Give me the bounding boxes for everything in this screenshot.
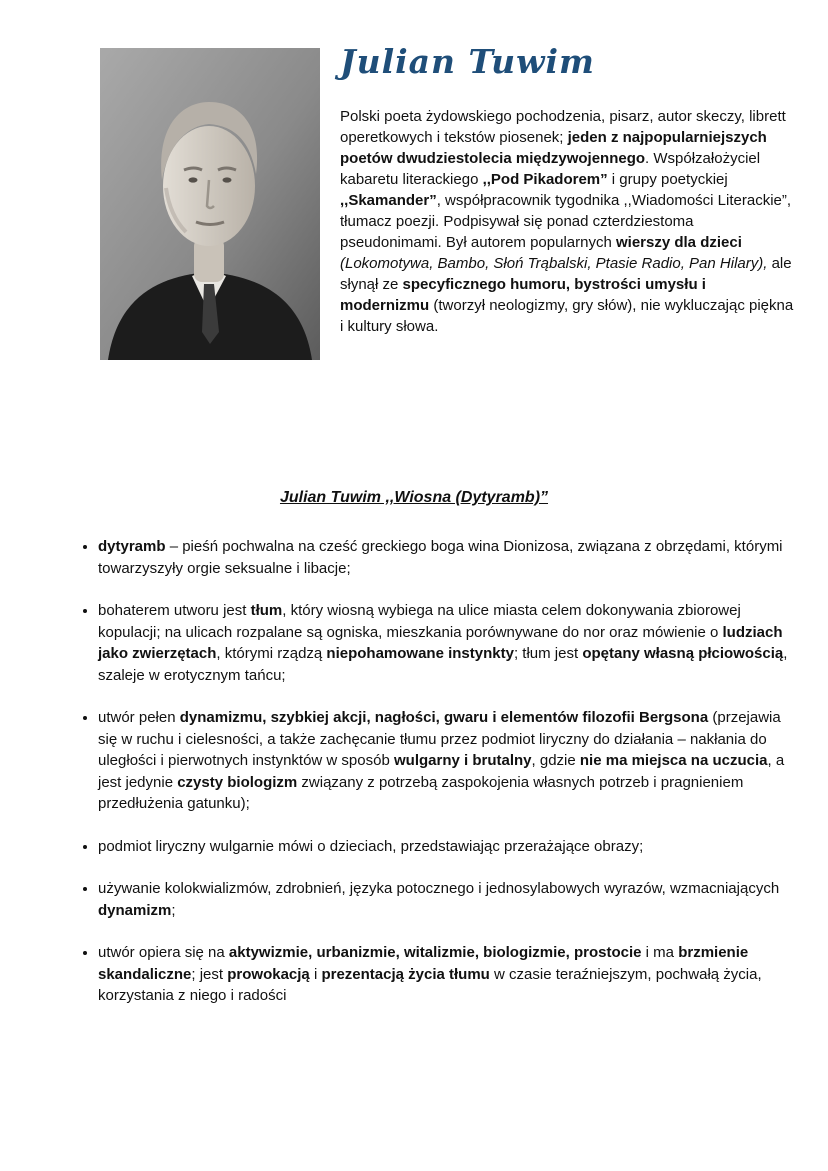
list-item: • utwór pełen dynamizmu, szybkiej akcji, nagłości, gwaru i elementów filozofii Bergsona (przejawia się w ruchu i cielesności, a także zachęcanie tłumu przez podmiot liryczny do działania – nakłania do uległości i pierwotnych instynktów w sposób wulgarny i brutalny, gdzie nie ma miejsca na uczucia, a jest jedynie czysty biologizm związany z potrzebą zaspokojenia własnych potrzeb i pragnieniem przedłużenia gatunku); xyxy=(98,707,796,815)
list-item: • używanie kolokwializmów, zdrobnień, języka potocznego i jednosylabowych wyrazów, wzmacniających dynamizm; xyxy=(98,878,796,921)
portrait-photo xyxy=(100,48,320,360)
biography-paragraph: Polski poeta żydowskiego pochodzenia, pisarz, autor skeczy, librett operetkowych i tekstów piosenek; jeden z najpopularniejszych poetów dwudziestolecia międzywojennego. Współzałożyciel kabaretu literackiego ,,Pod Pikadorem” i grupy poetyckiej ,,Skamander”, współpracownik tygodnika ,,Wiadomości Literackie”, tłumacz poezji. Podpisywał się ponad czterdziestoma pseudonimami. Był autorem popularnych wierszy dla dzieci (Lokomotywa, Bambo, Słoń Trąbalski, Ptasie Radio, Pan Hilary), ale słynął ze specyficznego humoru, bystrości umysłu i modernizmu (tworzył neologizmy, gry słów), nie wykluczając piękna i kultury słowa. xyxy=(340,108,794,336)
analysis-section xyxy=(72,536,796,1007)
analysis-list xyxy=(72,536,796,1007)
portrait-photo-graphic xyxy=(100,48,320,360)
list-item: • bohaterem utworu jest tłum, który wiosną wybiega na ulice miasta celem dokonywania zbiorowej kopulacji; na ulicach rozpalane są ogniska, mieszkania porównywane do nor oraz mówienie o ludziach jako zwierzętach, którymi rządzą niepohamowane instynkty; tłum jest opętany własną płciowością, szaleje w erotycznym tańcu; xyxy=(98,600,796,686)
section-heading: Julian Tuwim ,,Wiosna (Dytyramb)” xyxy=(279,489,549,506)
list-item: • utwór opiera się na aktywizmie, urbanizmie, witalizmie, biologizmie, prostocie i ma brzmienie skandaliczne; jest prowokacją i prezentacją życia tłumu w czasie teraźniejszym, pochwałą życia, korzystania z niego i radości xyxy=(98,942,796,1007)
list-item: • podmiot liryczny wulgarnie mówi o dzieciach, przedstawiając przerażające obrazy; xyxy=(98,836,796,858)
list-item: • dytyramb – pieśń pochwalna na cześć greckiego boga wina Dionizosa, związana z obrzędami, którymi towarzyszyły orgie seksualne i libacje; xyxy=(98,536,796,579)
header-column xyxy=(340,44,795,337)
page-title: Julian Tuwim xyxy=(340,42,595,81)
